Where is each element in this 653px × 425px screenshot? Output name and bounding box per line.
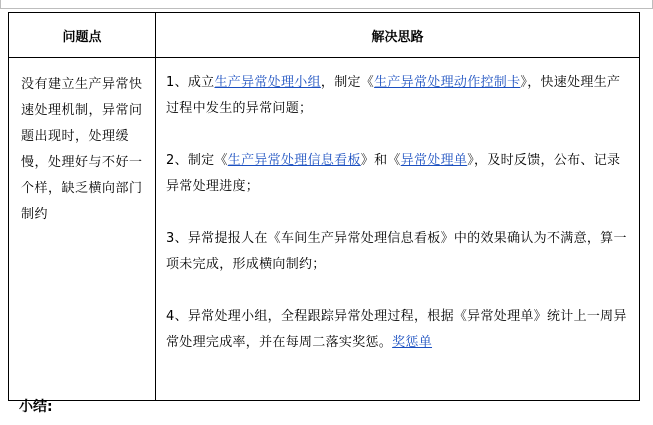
solution-1-text-a: 1、成立 — [166, 75, 215, 90]
solution-2-text-a: 2、制定《 — [166, 153, 228, 168]
solution-item-4 — [166, 304, 633, 356]
solution-cell — [156, 58, 640, 401]
solution-1-text-c: 》，快速处理生产过程中发生的异常问题； — [166, 75, 621, 116]
link-info-board[interactable]: 生产异常处理信息看板 — [227, 153, 361, 168]
problem-solution-table — [8, 12, 640, 401]
summary-heading: 小结: — [19, 399, 53, 415]
solution-2-text-c: 》，及时反馈，公布、记录异常处理进度； — [166, 153, 621, 194]
solution-1-text-b: ，制定《 — [320, 75, 375, 90]
link-reward-form[interactable]: 奖惩单 — [392, 335, 433, 350]
problem-text: 没有建立生产异常快速处理机制，异常问题出现时，处理缓慢，处理好与不好一个样，缺乏横向部门制约 — [21, 77, 143, 222]
header-problem: 问题点 — [9, 13, 156, 58]
problem-cell — [9, 58, 156, 401]
link-exception-form[interactable]: 异常处理单 — [400, 153, 468, 168]
solution-4-text: 4、异常处理小组，全程跟踪异常处理过程，根据《异常处理单》统计上一周异常处理完成率，并在每周二落实奖惩。 — [166, 309, 627, 350]
link-control-card[interactable]: 生产异常处理动作控制卡 — [374, 75, 521, 90]
page-corner-mark-left — [0, 0, 1, 9]
page-top-rule — [0, 0, 653, 9]
solution-item-3: 3、异常提报人在《车间生产异常处理信息看板》中的效果确认为不满意，算一项未完成，形成横向制约； — [166, 231, 627, 272]
solution-2-text-b: 》和《 — [360, 153, 401, 168]
table-header-row — [9, 13, 640, 58]
link-exception-team[interactable]: 生产异常处理小组 — [214, 75, 321, 90]
table-row — [9, 58, 640, 401]
solution-item-1 — [166, 70, 633, 122]
solution-item-2 — [166, 148, 633, 200]
header-solution: 解决思路 — [156, 13, 640, 58]
